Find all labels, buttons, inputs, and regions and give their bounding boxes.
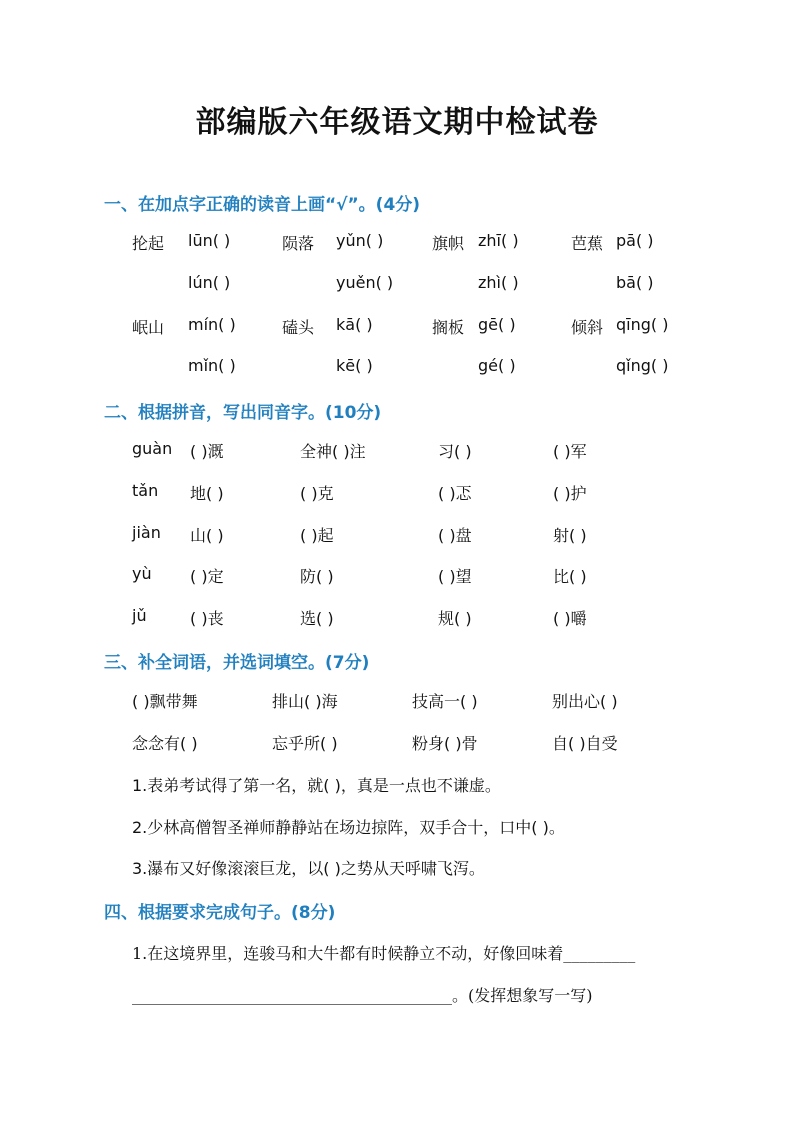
q2-row-cell: 规( )	[438, 609, 472, 628]
q1-row-cell: zhì( )	[478, 273, 519, 292]
page-title: 部编版六年级语文期中检试卷	[195, 105, 599, 140]
q1-row-cell: kā( )	[336, 315, 373, 334]
q2-row-cell: yù	[132, 564, 152, 583]
q2-row-cell: 选( )	[300, 609, 334, 628]
q3-word-row-cell: 别出心( )	[552, 692, 618, 711]
q1-row	[0, 273, 794, 297]
q2-row-cell: ( )丧	[190, 609, 224, 628]
q2-row-cell: ( )军	[553, 442, 587, 461]
q1-row-cell: 旗帜	[432, 234, 465, 253]
section-4-heading: 四、根据要求完成句子。(8分)	[104, 903, 336, 923]
q2-row-cell: 山( )	[190, 526, 224, 545]
q1-row	[0, 231, 794, 255]
q2-row-cell: 防( )	[300, 567, 334, 586]
q1-row-cell: yuěn( )	[336, 273, 394, 292]
q2-row-cell: ( )定	[190, 567, 224, 586]
q3-word-row-cell: 自( )自受	[552, 734, 618, 753]
q2-row-cell: 全神( )注	[300, 442, 366, 461]
q1-row-cell: lūn( )	[188, 231, 231, 250]
q2-row-cell: 比( )	[553, 567, 587, 586]
q2-row	[0, 606, 794, 630]
q3-word-row-cell: 技高一( )	[412, 692, 478, 711]
q2-row-cell: 射( )	[553, 526, 587, 545]
q1-row-cell: kē( )	[336, 356, 373, 375]
q1-row-cell: mín( )	[188, 315, 236, 334]
section-1-heading: 一、在加点字正确的读音上画“√”。(4分)	[104, 195, 421, 215]
q3-sentence-1: 1.表弟考试得了第一名，就( )，真是一点也不谦虚。	[132, 776, 501, 795]
q2-row-cell: jǔ	[132, 606, 147, 625]
q1-row-cell: zhī( )	[478, 231, 519, 250]
q2-row-cell: ( )望	[438, 567, 472, 586]
q3-word-row	[0, 731, 794, 755]
q1-row	[0, 356, 794, 380]
q2-row-cell: 地( )	[190, 484, 224, 503]
q1-row-cell: 岷山	[132, 318, 165, 337]
q1-row-cell: pā( )	[616, 231, 654, 250]
q2-row-cell: ( )嚼	[553, 609, 587, 628]
q2-row-cell: ( )盘	[438, 526, 472, 545]
q3-word-row-cell: 忘乎所( )	[272, 734, 338, 753]
q3-word-row-cell: 排山( )海	[272, 692, 338, 711]
q2-row-cell: 习( )	[438, 442, 472, 461]
q1-row-cell: gē( )	[478, 315, 516, 334]
q1-row-cell: 抡起	[132, 234, 165, 253]
q2-row-cell: ( )起	[300, 526, 334, 545]
q1-row-cell: 倾斜	[571, 318, 604, 337]
q2-row-cell: ( )克	[300, 484, 334, 503]
q4-sentence-line-2: ________________________________________。(发挥想象写一写)	[132, 986, 593, 1005]
q2-row-cell: guàn	[132, 439, 173, 458]
q1-row	[0, 315, 794, 339]
q2-row-cell: tǎn	[132, 481, 159, 500]
q2-row	[0, 564, 794, 588]
q1-row-cell: yǔn( )	[336, 231, 384, 250]
q2-row-cell: jiàn	[132, 523, 161, 542]
q1-row-cell: mǐn( )	[188, 356, 236, 375]
q3-word-row	[0, 689, 794, 713]
q3-sentence-3: 3.瀑布又好像滚滚巨龙，以( )之势从天呼啸飞泻。	[132, 859, 485, 878]
q4-sentence-line-1: 1.在这境界里，连骏马和大牛都有时候静立不动，好像回味着_________	[132, 944, 636, 963]
q2-row-cell: ( )护	[553, 484, 587, 503]
q2-row	[0, 523, 794, 547]
q1-row-cell: bā( )	[616, 273, 654, 292]
q1-row-cell: 芭蕉	[571, 234, 604, 253]
q1-row-cell: qīng( )	[616, 315, 669, 334]
q2-row	[0, 481, 794, 505]
q2-row-cell: ( )忑	[438, 484, 472, 503]
q1-row-cell: 搁板	[432, 318, 465, 337]
q1-row-cell: qǐng( )	[616, 356, 669, 375]
q2-row	[0, 439, 794, 463]
q3-word-row-cell: ( )飘带舞	[132, 692, 198, 711]
q3-word-row-cell: 粉身( )骨	[412, 734, 478, 753]
q1-row-cell: gé( )	[478, 356, 516, 375]
q1-row-cell: lún( )	[188, 273, 231, 292]
q2-row-cell: ( )溉	[190, 442, 224, 461]
section-2-heading: 二、根据拼音，写出同音字。(10分)	[104, 403, 382, 423]
q3-sentence-2: 2.少林高僧智圣禅师静静站在场边掠阵，双手合十，口中( )。	[132, 818, 565, 837]
q3-word-row-cell: 念念有( )	[132, 734, 198, 753]
q1-row-cell: 陨落	[282, 234, 315, 253]
section-3-heading: 三、补全词语，并选词填空。(7分)	[104, 653, 370, 673]
q1-row-cell: 磕头	[282, 318, 315, 337]
